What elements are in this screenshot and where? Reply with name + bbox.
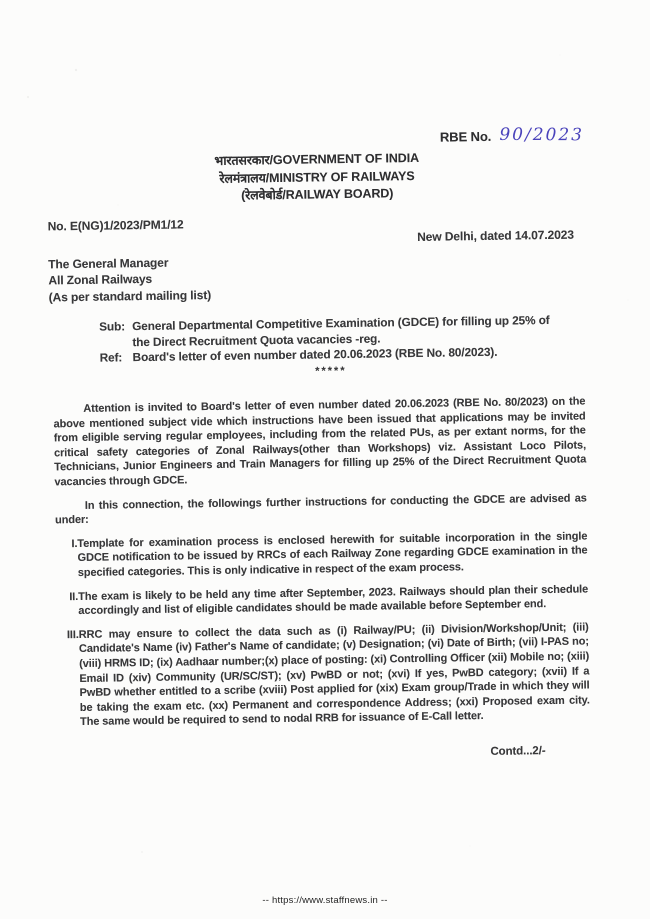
subject-label: Sub: <box>99 319 126 334</box>
instruction-item-text: Template for examination process is enclosed herewith for suitable incorporation in the single GDCE notification to be issued by RRCs of each Railway Zone regarding GDCE examination in the specified categories. This is only indicative in respect of the exam process. <box>77 530 588 579</box>
continuation-note: Contd...2/- <box>490 744 546 758</box>
body-paragraph-1: Attention is invited to Board's letter of even number dated 20.06.2023 (RBE No. 80/2023) on the above mentioned subject vide which instructions have been issued that applications may be invited from eligible serving regular employees, including from the related PUs, as per extant norms, for the critical safety categories of Zonal Railways(other than Workshops) viz. Assistant Loco Pilots, Technicians, Junior Engineers and Train Managers for filling up 25% of the Direct Recruitment Quota vacancies through GDCE. <box>53 395 587 489</box>
addressee-line: All Zonal Railways <box>48 271 153 288</box>
letterhead <box>47 147 588 208</box>
instruction-item-3 <box>54 620 595 730</box>
instruction-item-2 <box>53 582 593 619</box>
reference-label: Ref: <box>99 350 123 365</box>
place-and-date: New Delhi, dated 14.07.2023 <box>417 227 574 244</box>
reference-text: Board's letter of even number dated 20.06.2023 (RBE No. 80/2023). <box>132 344 498 365</box>
rbe-number-handwritten: 90/2023 <box>499 124 585 146</box>
addressee-line: (As per standard mailing list) <box>48 287 212 304</box>
addressee-block <box>48 248 589 306</box>
letterhead-line-ministry: रेलमंत्रालय/MINISTRY OF RAILWAYS <box>219 168 415 186</box>
instruction-item-text: RRC may ensure to collect the data such as (i) Railway/PU; (ii) Division/Workshop/Unit; (iii) Candidate's Name (iv) Father's Name of candidate; (v) Designation; (vi) Date of Birth; (vii) I-PAS no; (viii) HRMS ID; (ix) Aadhaar number;(x) place of posting: (xi) Controlling Officer (xii) Mobile no; (xiii) Email ID (xiv) Community (UR/SC/ST); (xv) PwBD or not; (xvi) If yes, PwBD category; (xvii) If a PwBD whether entitled to a scribe (xviii) Post applied for (xix) Exam group/Trade in which they will be taking the exam etc. (xx) Permanent and correspondence Address; (xxi) Proposed exam city. The same would be required to send to nodal RRB for issuance of E-Call letter. <box>78 621 590 729</box>
instruction-item-number: I. <box>71 537 78 550</box>
footer-url: -- https://www.staffnews.in -- <box>262 895 388 906</box>
letterhead-line-railway-board: (रेलवेबोर्ड/RAILWAY BOARD) <box>241 186 394 203</box>
instruction-item-text: The exam is likely to be held any time after September, 2023. Railways should plan their schedule accordingly and list of eligible candidates should be made available before September end. <box>78 582 589 618</box>
instruction-item-1 <box>52 529 593 581</box>
rbe-label: RBE No. <box>439 128 492 145</box>
letter-content <box>46 124 595 764</box>
reference-and-date-row <box>48 211 588 249</box>
addressee-line: The General Manager <box>48 255 169 271</box>
star-separator: ***** <box>315 364 347 377</box>
letterhead-line-government: भारतसरकार/GOVERNMENT OF INDIA <box>214 150 420 168</box>
body-paragraph-2: In this connection, the followings further instructions for conducting the GDCE are advised as under: <box>54 492 587 527</box>
file-number: No. E(NG)1/2023/PM1/12 <box>47 216 184 233</box>
instruction-item-number: II. <box>69 590 79 603</box>
subject-text: General Departmental Competitive Examination (GDCE) for filling up 25% of the Direct Recruitment Quota vacancies -reg. <box>132 312 550 349</box>
subject-reference-block <box>99 313 562 383</box>
instruction-item-number: III. <box>66 628 79 641</box>
